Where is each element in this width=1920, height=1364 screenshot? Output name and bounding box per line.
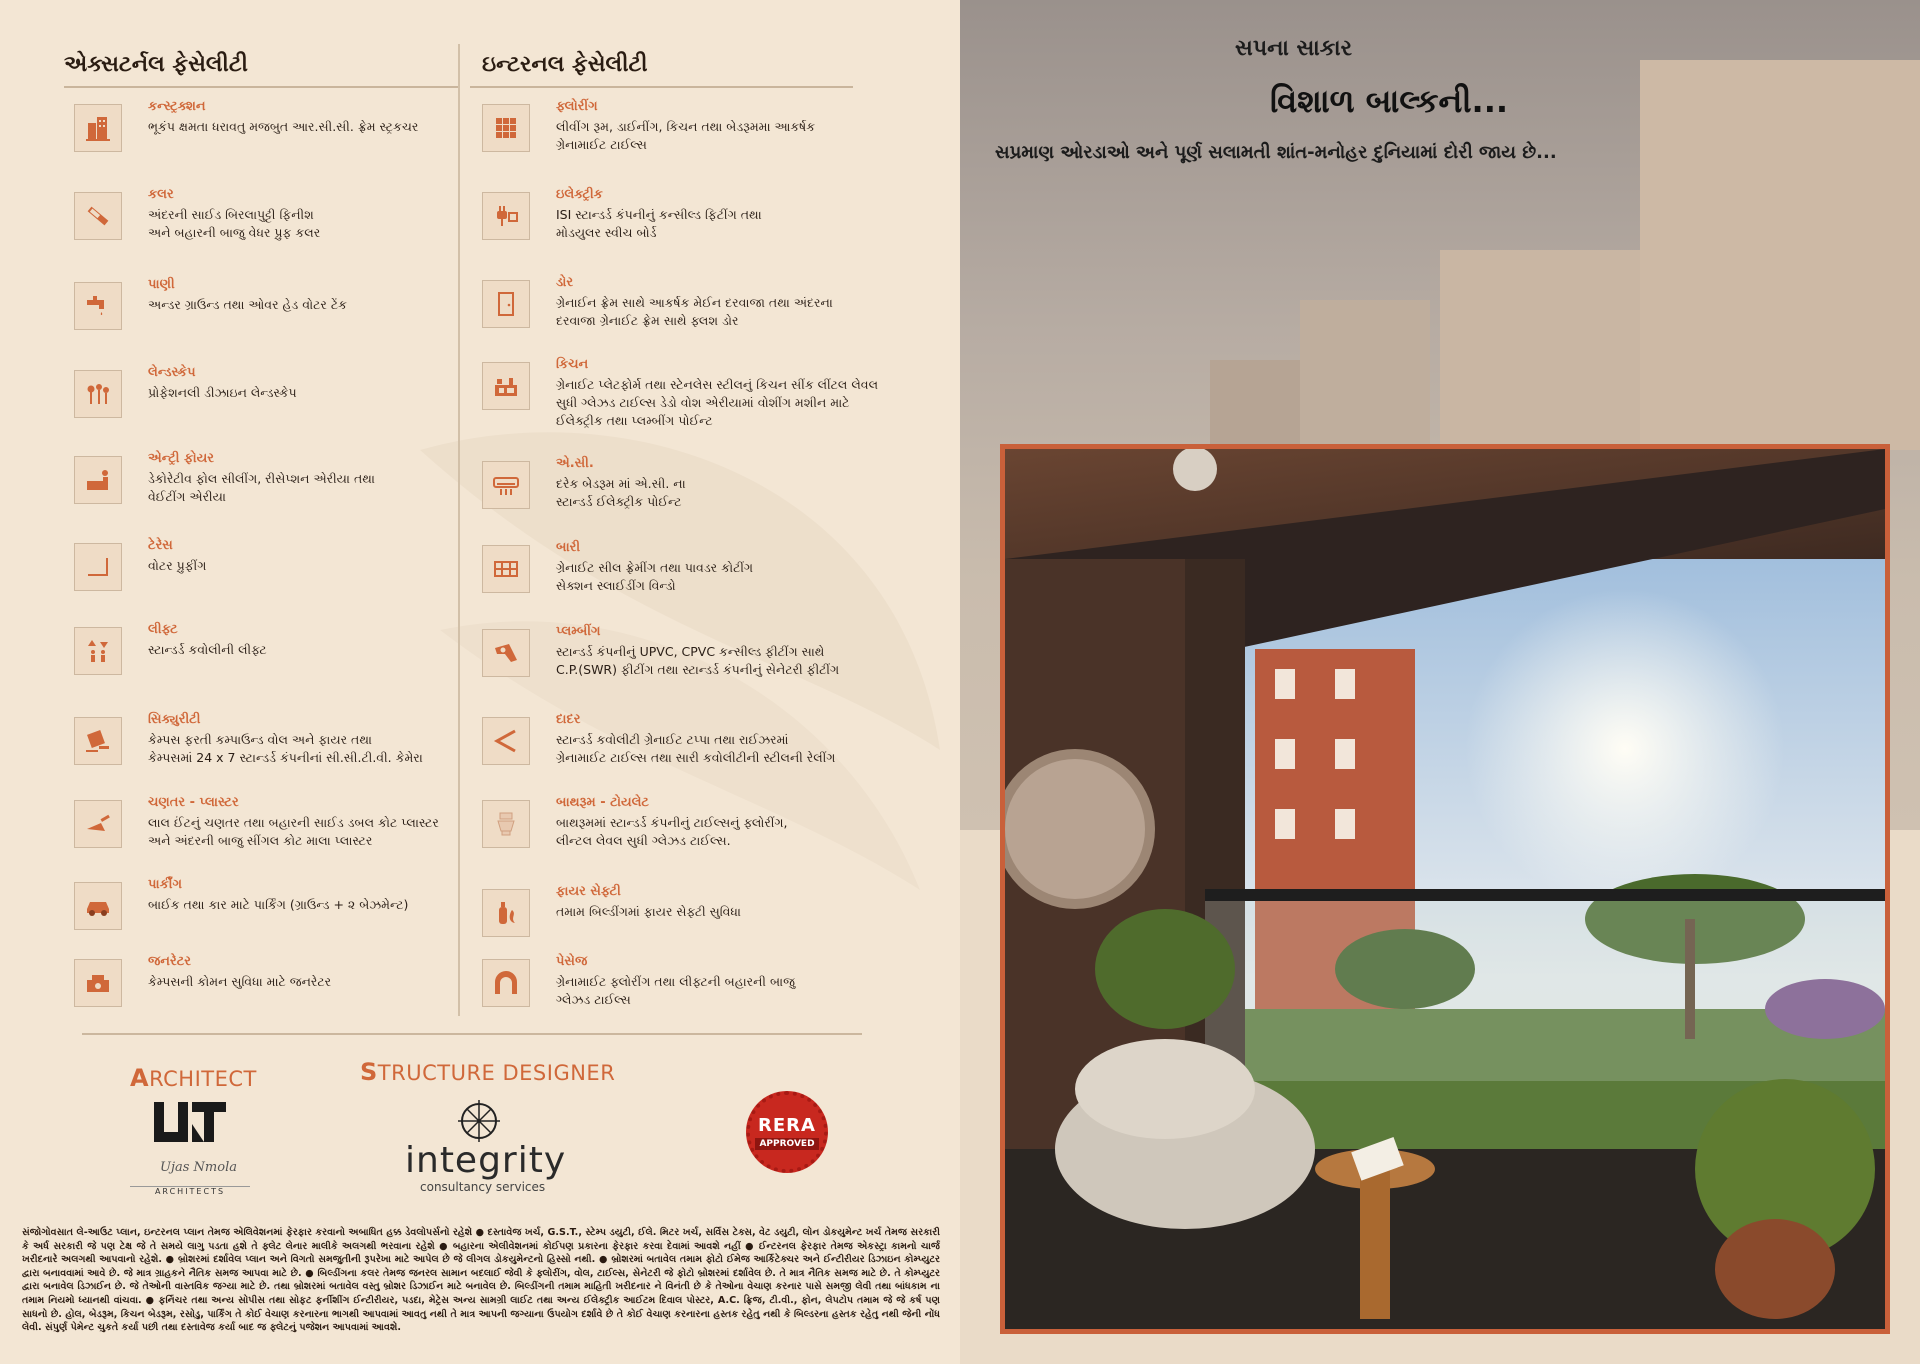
item-title: લીફ્ટ — [148, 622, 178, 637]
item-title: સિક્યુરીટી — [148, 712, 201, 727]
item-title: લેન્ડસ્કેપ — [148, 365, 196, 380]
item-title: જનરેટર — [148, 954, 191, 969]
item-description: ડેકોરેટીવ ફોલ સીલીંગ, રીસેપ્શન એરીયા તથા વેઈટીંગ એરીયા — [148, 471, 375, 504]
item-title: પ્લમ્બીંગ — [556, 624, 601, 639]
hero-title: વિશાળ બાલ્કની... — [1270, 82, 1509, 120]
air-conditioner-icon — [491, 470, 521, 500]
integrity-logo-text: integrity — [405, 1140, 567, 1181]
item-title: એ.સી. — [556, 456, 594, 471]
item-description: ભૂકંપ ક્ષમતા ધરાવતુ મજબુત આર.સી.સી. ફ્રેમ સ્ટ્રકચર — [148, 119, 419, 134]
item-title: દાદર — [556, 712, 581, 727]
item-description: અન્ડર ગ્રાઉન્ડ તથા ઓવર હેડ વોટર ટેંક — [148, 297, 347, 312]
item-description: ગ્રેનાઈટ પ્લેટફોર્મ તથા સ્ટેનલેસ સ્ટીલનું કિચન સીંક લીંટલ લેવલ સુધી ગ્લેઝડ ટાઈલ્સ ડેડો વોશ એરીયામાં વોશીંગ મશીન માટે ઈલેક્ટ્રીક તથા પ્લમ્બીંગ પોઈન્ટ — [556, 377, 879, 428]
car-icon — [83, 891, 113, 921]
rera-approved-badge — [746, 1091, 828, 1173]
item-title: કન્સ્ટ્રક્શન — [148, 99, 206, 114]
plumbing-icon — [491, 638, 521, 668]
item-title: ઇલેક્ટ્રીક — [556, 187, 603, 202]
terrace-icon — [83, 552, 113, 582]
water-tap-icon — [83, 291, 113, 321]
item-title: પાણી — [148, 277, 175, 292]
internal-title-rule — [470, 86, 853, 88]
hero-panel — [960, 0, 1920, 1364]
item-title: કલર — [148, 187, 174, 202]
item-title: કિચન — [556, 357, 589, 372]
item-title: ફાયર સેફ્ટી — [556, 884, 621, 899]
kitchen-icon — [491, 371, 521, 401]
balcony-scene-icon — [1005, 449, 1885, 1329]
item-description: સ્ટાન્ડર્ડ કવોલીટી ગ્રેનાઈટ ટપ્પા તથા રાઈઝરમાં ગ્રેનામાઈટ ટાઈલ્સ તથા સારી કવોલીટીની સ્ટીલની રેલીંગ — [556, 732, 836, 765]
paint-roller-icon — [83, 201, 113, 231]
item-description: બાઈક તથા કાર માટે પાર્કિંગ (ગ્રાઉન્ડ + ૨ બેઝમેન્ટ) — [148, 897, 409, 912]
window-icon — [491, 554, 521, 584]
item-description: ISI સ્ટાન્ડર્ડ કંપનીનું કન્સીલ્ડ ફિટીંગ તથા મોડયુલર સ્વીચ બોર્ડ — [556, 207, 762, 240]
item-description: લાલ ઈંટનું ચણતર તથા બહારની સાઈડ ડબલ કોટ પ્લાસ્ટર અને અંદરની બાજુ સીંગલ કોટ માલા પ્લાસ્ટર — [148, 815, 439, 848]
item-title: ફ્લોરીંગ — [556, 99, 598, 114]
item-title: પેસેજ — [556, 954, 588, 969]
balcony-photo — [1000, 444, 1890, 1334]
trowel-icon — [83, 809, 113, 839]
item-description: દરેક બેડરૂમ માં એ.સી. ના સ્ટાન્ડર્ડ ઈલેક્ટ્રીક પોઈન્ટ — [556, 476, 686, 509]
item-description: કેમ્પસની કોમન સુવિધા માટે જનરેટર — [148, 974, 332, 989]
tiles-icon — [491, 113, 521, 143]
item-description: બાથરૂમમાં સ્ટાન્ડર્ડ કંપનીનું ટાઈલ્સનું ફ્લોરીંગ, લીન્ટલ લેવલ સુધી ગ્લેઝડ ટાઈલ્સ. — [556, 815, 788, 848]
building-shape — [1300, 300, 1430, 450]
building-shape — [1640, 60, 1920, 450]
item-title: પાર્કીંગ — [148, 877, 183, 892]
item-description: અંદરની સાઈડ બિરલાપુટ્ટી ફિનીશ અને બહારની બાજુ વેધર પ્રુફ કલર — [148, 207, 321, 240]
item-description: સ્ટાન્ડર્ડ કંપનીનું UPVC, CPVC કન્સીલ્ડ ફીટીંગ સાથે C.P.(SWR) ફીટીંગ તથા સ્ટાન્ડર્ડ કંપનીનું સેનેટરી ફીટીંગ — [556, 644, 840, 677]
toilet-icon — [491, 809, 521, 839]
disclaimer-text: સંજોગોવસાત લે-આઉટ પ્લાન, ઇન્ટરનલ પ્લાન તેમજ એલિવેશનમાં ફેરફાર કરવાનો અબાધિત હક્ક ડેવલોપર્સનો રહેશે ● દસ્તાવેજ ખર્ચ, G.S.T., સ્ટેમ્પ ડયુટી, ઈલે. મિટર ખર્ચ, સર્વિસ ટેક્સ, વેટ ડયુટી, લોન ડોકયુમેન્ટ ખર્ચ તેમજ સરકારી કે અર્ધ સરકારી જે પણ ટેક્ષ જે તે સમયે લાગુ પડતા હશે તે ફ્લેટ લેનાર માલીકે અલગથી ભરવાના રહેશે ● બહારના એલીવેશનમાં કોઈપણ પ્રકારના ફેરફાર કરવા દેવામાં આવશે નહીં ● ઈન્ટરનલ ફેરફાર તેમજ એકસ્ટ્રા કામનો ચાર્જ ખરીદનારે અલગથી આપવાનો રહેશે. ● બ્રોશરમાં દર્શાવેલ પ્લાન અને વિગતો સમજુતીની રૂપરેખા માટે આપેલ છે જે લીગલ ડોકયુમેન્ટનો હિસ્સો નથી. ● બ્રોશરમાં બતાવેલ તમામ ફોટો ઈમેજ આર્કિટેક્ચર અને ઈન્ટીરીયર ડિઝાઇન કોમ્પ્યુટર દ્વારા બનાવવામાં આવે છે. જે માત્ર ગ્રાહકને નૈતિક સમજ આપવા માટે છે. ● બિલ્ડીંગના કલર તેમજ જનરલ સામાન બદલાઈ જેવી કે ફ્લોરીંગ, વોલ, ટાઈલ્સ, સેનેટરી જે ફોટો બ્રોશરમાં દર્શાવેલ છે. તે માત્ર નૈતિક સમજ માટે છે. તે કોમ્પ્યુટર દ્વારા બનાવેલ ડિઝાઈન છે. જે તેઓની વાસ્તવિક જગ્યા માટે છે. તથા બ્રોશરમાં બતાવેલ વસ્તુ બ્રોશર ડિઝાઈન માટે બનાવેલ છે. બિલ્ડીંગની તમામ માહિતી ખરીદનાર ને વિનંતી છે કે તેઓના વેચાણ કરનાર પાસે સમજી લેવી તથા બાંધકામ ના તમામ નિયમો ધ્યાનથી વાંચવા. ● ફર્નિચર તથા અન્ય સોપીસ તથા સોફટ ફર્નીશીંગ ઈન્ટીરીયર, પડદા, મેટ્રેસ અન્ય સામગ્રી લાઈટ તથા અન્ય ઈલેક્ટ્રીક આઈટમ દિવાલ પોસ્ટર, A.C. ફ્રિજ, ટી.વી., ફોન, લેપટોપ તમામ જે જે કર્ષ પણ સાધનો છે. હોલ, બેડરૂમ, કિચન બેડરૂમ, રસોડુ, પાર્કિંગ તે કોઈ વેચાણ કરનારના ભાગથી આપવામાં આવતુ નથી તે માત્ર આપની જગ્યાના ઉપયોગ દર્શાવે છે તે કોઈ વેચાણ કરનારના હસ્તક રહેતુ નથી કે બિલ્ડરના હસ્તક રહેતુ નથી જેની નોંધ લેવી. સંપુર્ણ પેમેન્ટ ચુકતે કર્યા પછી તથા દસ્તાવેજ કર્યા બાદ જ ફ્લેટનું પજેશન આપવામાં આવશે. — [22, 1227, 940, 1334]
architect-label: ARCHITECTS — [130, 1186, 250, 1196]
item-title: ચણતર - પ્લાસ્ટર — [148, 795, 239, 810]
structure-designer-heading: STRUCTURE DESIGNER — [360, 1058, 616, 1086]
item-title: બાથરૂમ - ટોયલેટ — [556, 795, 649, 810]
hero-small-heading: સપના સાકાર — [1235, 36, 1353, 61]
item-title: બારી — [556, 540, 581, 555]
internal-facility-title: ઇન્ટરનલ ફેસેલીટી — [482, 52, 648, 77]
item-title: એન્ટ્રી ફોયર — [148, 451, 214, 466]
item-description: સ્ટાન્ડર્ડ કવોલીની લીફ્ટ — [148, 642, 267, 657]
architect-logo-icon — [150, 1098, 230, 1158]
item-title: ટેરેસ — [148, 538, 173, 553]
column-divider — [458, 44, 460, 1016]
item-title: ડોર — [556, 275, 574, 290]
item-description: ગ્રેનામાઈટ ફ્લોરીંગ તથા લીફ્ટની બહારની બાજુ ગ્લેઝડ ટાઈલ્સ — [556, 974, 795, 1007]
integrity-mark-icon — [456, 1098, 502, 1144]
item-description: વોટર પ્રુફીંગ — [148, 558, 207, 573]
plug-icon — [491, 201, 521, 231]
staircase-icon — [491, 726, 521, 756]
building-shape — [1210, 360, 1300, 450]
rera-badge-title: RERA — [758, 1114, 816, 1136]
integrity-subtitle: consultancy services — [420, 1180, 546, 1194]
item-description: તમામ બિલ્ડીંગમાં ફાયર સેફ્ટી સુવિધા — [556, 904, 741, 919]
landscape-icon — [83, 379, 113, 409]
hero-subtitle: સપ્રમાણ ઓરડાઓ અને પૂર્ણ સલામતી શાંત-મનોહર દુનિયામાં દોરી જાય છે... — [995, 142, 1557, 163]
section-rule — [82, 1033, 862, 1035]
generator-icon — [83, 968, 113, 998]
item-description: કેમ્પસ ફરતી કમ્પાઉન્ડ વોલ અને ફાયર તથા કેમ્પસમાં 24 x 7 સ્ટાન્ડર્ડ કંપનીનાં સી.સી.ટી.વી. કેમેરા — [148, 732, 423, 765]
security-camera-icon — [83, 726, 113, 756]
item-description: પ્રોફેશનલી ડીઝાઇન લેન્ડસ્કેપ — [148, 385, 297, 400]
architect-signature: Ujas Nmola — [160, 1160, 237, 1175]
item-description: ગ્રેનાઈટ સીલ ફ્રેમીંગ તથા પાવડર કોટીંગ સેક્શન સ્લાઈડીંગ વિન્ડો — [556, 560, 754, 593]
lift-icon — [83, 636, 113, 666]
building-icon — [83, 113, 113, 143]
architect-heading: ARCHITECT — [130, 1064, 257, 1092]
door-icon — [491, 289, 521, 319]
external-facility-title: એક્સટર્નલ ફેસેલીટી — [64, 52, 248, 77]
arch-icon — [491, 968, 521, 998]
rera-badge-subtitle: APPROVED — [755, 1138, 818, 1150]
external-title-rule — [64, 86, 459, 88]
fire-extinguisher-icon — [491, 898, 521, 928]
item-description: ગ્રેનાઈન ફ્રેમ સાથે આકર્ષક મેઈન દરવાજા તથા અંદરના દરવાજા ગ્રેનાઈટ ફ્રેમ સાથે ફ્લશ ડોર — [556, 295, 833, 328]
building-shape — [1440, 250, 1640, 450]
item-description: લીવીંગ રૂમ, ડાઈનીંગ, કિચન તથા બેડરૂમમા આકર્ષક ગ્રેનામાઈટ ટાઈલ્સ — [556, 119, 816, 152]
reception-icon — [83, 465, 113, 495]
